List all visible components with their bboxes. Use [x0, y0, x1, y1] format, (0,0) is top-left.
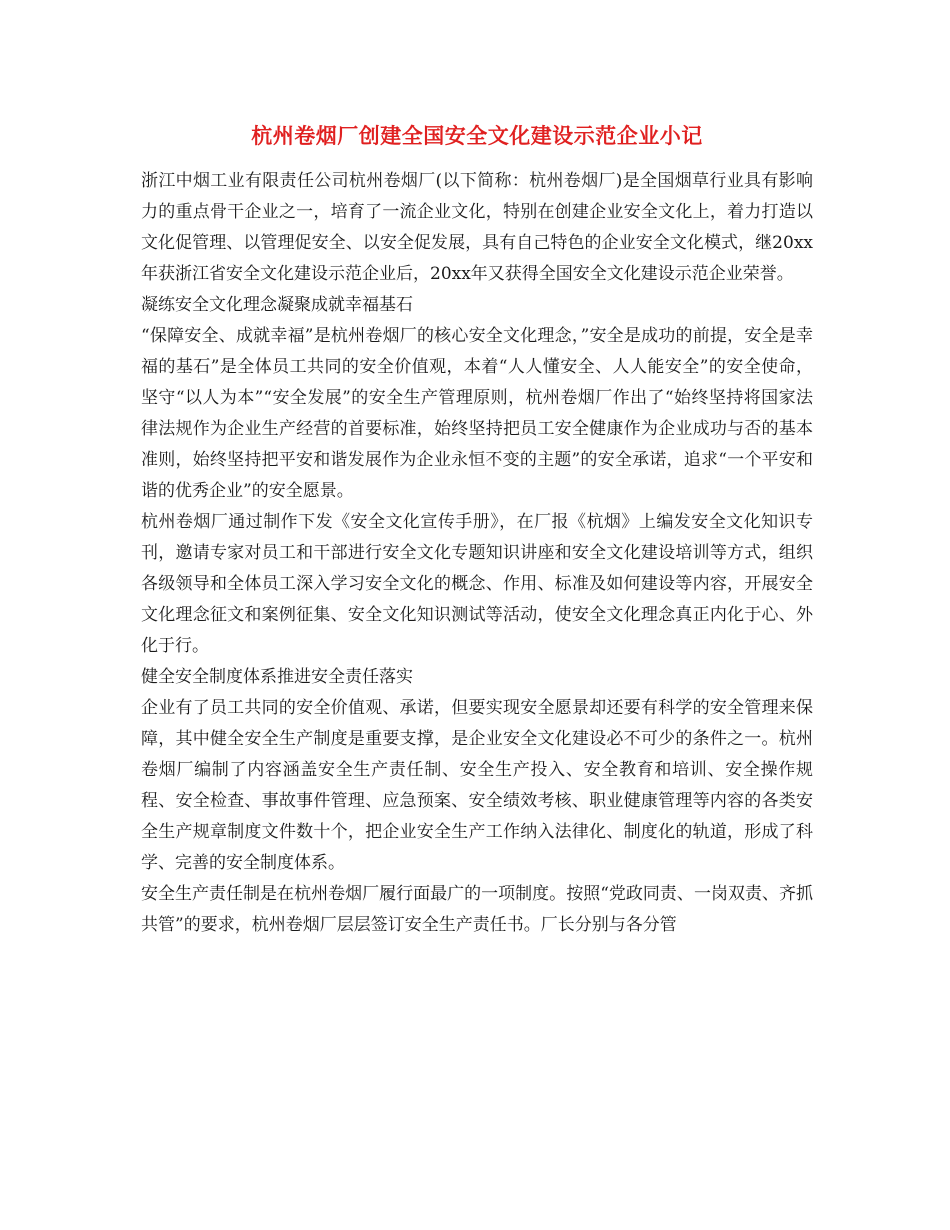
section-heading-culture-concept: 凝练安全文化理念凝聚成就幸福基石 — [141, 295, 413, 315]
section-heading-safety-system: 健全安全制度体系推进安全责任落实 — [141, 667, 413, 687]
paragraph-handbook: 杭州卷烟厂通过制作下发《安全文化宣传手册》，在厂报《杭烟》上编发安全文化知识专刊，邀请专家对员工和干部进行安全文化专题知识讲座和安全文化建设培训等方式，组织各级领导和全体员工深入学习安全文化的概念、作用、标准及如何建设等内容，开展安全文化理念征文和案例征集、安全文化知识测试等活动，使安全文化理念真正内化于心、外化于行。 — [141, 512, 813, 656]
document-page — [141, 112, 813, 941]
document-title: 杭州卷烟厂创建全国安全文化建设示范企业小记 — [251, 123, 703, 148]
paragraph-intro: 浙江中烟工业有限责任公司杭州卷烟厂(以下简称：杭州卷烟厂)是全国烟草行业具有影响力的重点骨干企业之一，培育了一流企业文化，特别在创建企业安全文化上，着力打造以文化促管理、以管理促安全、以安全促发展，具有自己特色的企业安全文化模式，继20xx年获浙江省安全文化建设示范企业后，20xx年又获得全国安全文化建设示范企业荣誉。 — [141, 171, 813, 284]
paragraph-responsibility: 安全生产责任制是在杭州卷烟厂履行面最广的一项制度。按照“党政同责、一岗双责、齐抓共管”的要求，杭州卷烟厂层层签订安全生产责任书。厂长分别与各分管 — [141, 884, 813, 935]
paragraph-regulations: 企业有了员工共同的安全价值观、承诺，但要实现安全愿景却还要有科学的安全管理来保障，其中健全安全生产制度是重要支撑，是企业安全文化建设必不可少的条件之一。杭州卷烟厂编制了内容涵盖安全生产责任制、安全生产投入、安全教育和培训、安全操作规程、安全检查、事故事件管理、应急预案、安全绩效考核、职业健康管理等内容的各类安全生产规章制度文件数十个，把企业安全生产工作纳入法律化、制度化的轨道，形成了科学、完善的安全制度体系。 — [141, 698, 813, 873]
paragraph-core-concept: “保障安全、成就幸福”是杭州卷烟厂的核心安全文化理念，”安全是成功的前提，安全是幸福的基石”是全体员工共同的安全价值观，本着“人人懂安全、人人能安全”的安全使命，坚守“以人为本”“安全发展”的安全生产管理原则，杭州卷烟厂作出了“始终坚持将国家法律法规作为企业生产经营的首要标准，始终坚持把员工安全健康作为企业成功与否的基本准则，始终坚持把平安和谐发展作为企业永恒不变的主题”的安全承诺，追求“一个平安和谐的优秀企业”的安全愿景。 — [141, 326, 813, 501]
